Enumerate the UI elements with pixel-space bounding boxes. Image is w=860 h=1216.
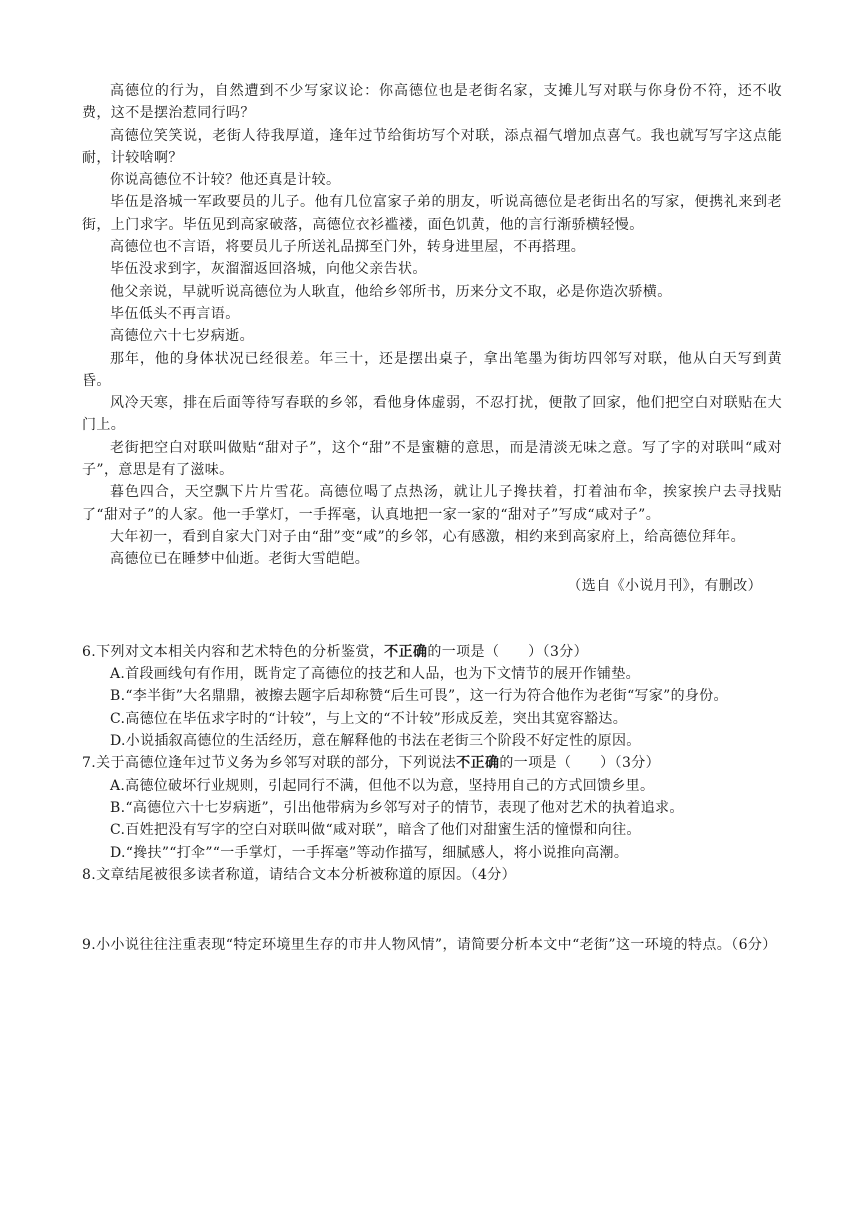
exam-page xyxy=(82,80,782,956)
question-stem-text: 6.下列对文本相关内容和艺术特色的分析鉴赏， xyxy=(82,643,385,660)
question-stem-suffix: 的一项是（ ）（3分） xyxy=(499,755,661,772)
passage-paragraph: 风冷天寒，排在后面等待写春联的乡邻，看他身体虚弱，不忍打扰，便散了回家，他们把空白对联贴在大门上。 xyxy=(82,395,782,434)
question-stem xyxy=(82,641,782,663)
option-c: C.百姓把没有写字的空白对联叫做“咸对联”，暗含了他们对甜蜜生活的憧憬和向往。 xyxy=(110,822,641,839)
passage xyxy=(82,80,782,597)
option-b: B.“高德位六十七岁病逝”，引出他带病为乡邻写对子的情节，表现了他对艺术的执着追求。 xyxy=(110,799,684,816)
passage-paragraph: 毕伍是洛城一军政要员的儿子。他有几位富家子弟的朋友，听说高德位是老街出名的写家，便携礼来到老街，上门求字。毕伍见到高家破落，高德位衣衫褴褛，面色饥黄，他的言行渐骄横轻慢。 xyxy=(82,194,782,233)
passage-paragraph: 高德位笑笑说，老街人待我厚道，逢年过节给街坊写个对联，添点福气增加点喜气。我也就写写字这点能耐，计较啥啊？ xyxy=(82,127,782,166)
question-7 xyxy=(82,752,782,863)
question-emphasis: 不正确 xyxy=(456,755,500,772)
passage-paragraph: 老街把空白对联叫做贴“甜对子”，这个“甜”不是蜜糖的意思，而是清淡无味之意。写了字的对联叫“咸对子”，意思是有了滋味。 xyxy=(82,439,782,479)
passage-paragraph: 大年初一，看到自家大门对子由“甜”变“咸”的乡邻，心有感激，相约来到高家府上，给高德位拜年。 xyxy=(110,528,746,545)
option-d: D.小说插叙高德位的生活经历，意在解释他的书法在老街三个阶段不好定性的原因。 xyxy=(110,733,641,750)
option-d: D.“搀扶”“打伞”“一手掌灯，一手挥毫”等动作描写，细腻感人，将小说推向高潮。 xyxy=(110,844,629,861)
passage-paragraph: 高德位六十七岁病逝。 xyxy=(110,328,254,345)
source-citation: （选自《小说月刊》，有删改） xyxy=(567,577,762,594)
option-a: A.高德位破坏行业规则，引起同行不满，但他不以为意，坚持用自己的方式回馈乡里。 xyxy=(110,777,655,794)
option-c: C.高德位在毕伍求字时的“计较”，与上文的“不计较”形成反差，突出其宽容豁达。 xyxy=(110,710,627,727)
question-stem-text: 7.关于高德位逢年过节义务为乡邻写对联的部分，下列说法 xyxy=(82,755,457,772)
passage-paragraph: 他父亲说，早就听说高德位为人耿直，他给乡邻所书，历来分文不取，必是你造次骄横。 xyxy=(110,283,672,300)
question-8: 8.文章结尾被很多读者称道，请结合文本分析被称道的原因。（4分） xyxy=(82,866,517,883)
passage-paragraph: 高德位也不言语，将要员儿子所送礼品掷至门外，转身进里屋，不再搭理。 xyxy=(110,239,586,256)
question-9: 9.小小说往往注重表现“特定环境里生存的市井人物风情”，请简要分析本文中“老街”这一环境的特点。（6分） xyxy=(82,937,777,954)
passage-paragraph: 那年，他的身体状况已经很差。年三十，还是摆出桌子，拿出笔墨为街坊四邻写对联，他从白天写到黄昏。 xyxy=(82,350,782,389)
option-a: A.首段画线句有作用，既肯定了高德位的技艺和人品，也为下文情节的展开作铺垫。 xyxy=(110,666,640,683)
passage-paragraph: 高德位的行为，自然遭到不少写家议论：你高德位也是老街名家，支摊儿写对联与你身份不符，还不收费，这不是摆治惹同行吗？ xyxy=(82,83,782,122)
passage-paragraph: 你说高德位不计较？他还真是计较。 xyxy=(110,172,341,189)
passage-paragraph: 毕伍低头不再言语。 xyxy=(110,305,240,322)
question-stem xyxy=(82,752,782,774)
passage-paragraph: 高德位已在睡梦中仙逝。老街大雪皑皑。 xyxy=(110,551,370,568)
question-emphasis: 不正确 xyxy=(384,643,428,660)
question-stem-suffix: 的一项是（ ）（3分） xyxy=(427,643,589,660)
passage-paragraph: 毕伍没求到字，灰溜溜返回洛城，向他父亲告状。 xyxy=(110,261,427,278)
option-b: B.“李半街”大名鼎鼎，被擦去题字后却称赞“后生可畏”，这一行为符合他作为老街“写家”的身份。 xyxy=(110,688,728,705)
question-6 xyxy=(82,641,782,752)
passage-paragraph: 暮色四合，天空飘下片片雪花。高德位喝了点热汤，就让儿子搀扶着，打着油布伞，挨家挨户去寻找贴了“甜对子”的人家。他一手掌灯，一手挥毫，认真地把一家一家的“甜对子”写成“咸对子”。 xyxy=(82,484,782,523)
